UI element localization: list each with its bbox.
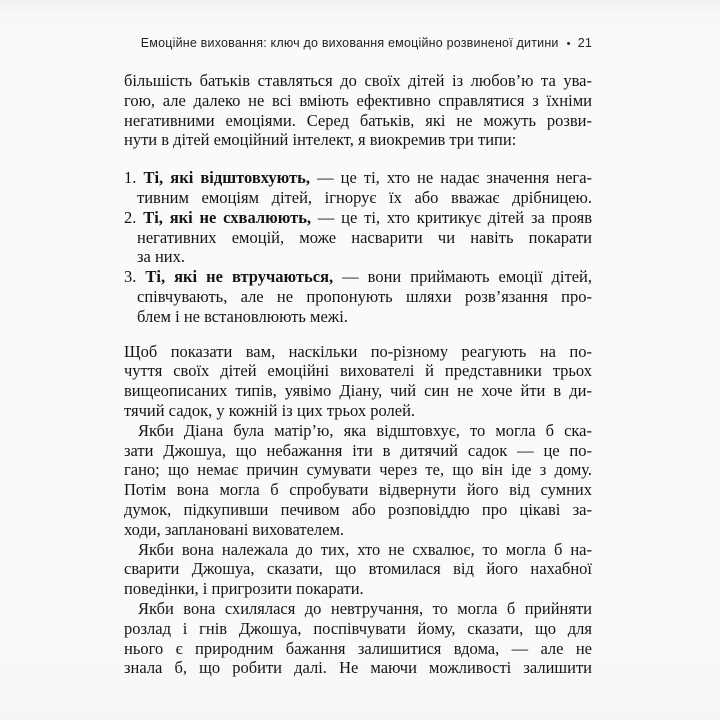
text-line: Якби Діана була матір’ю, яка відштовхує, то могла б ска-	[138, 420, 592, 440]
text-line: 1. Ті, які відштовхують, — це ті, хто не надає значення нега-	[124, 168, 593, 188]
text-line: Якби вона належала до тих, хто не схвалює, то могла б на-	[138, 539, 592, 559]
text-line: нього є природним бажання залишитися вдома, — але не	[124, 638, 592, 658]
text-line: поведінки, і пригрозити покарати.	[124, 579, 364, 599]
text-line: тячий садок, у кожній із цих трьох ролей.	[124, 400, 416, 420]
text-line: блем і не встановлюють межі.	[137, 306, 348, 326]
text-line: нути в дітей емоційний інтелект, я виокремив три типи:	[124, 130, 517, 150]
text-line: негативними емоціями. Серед батьків, які не можуть розви-	[124, 110, 592, 130]
text-line: за них.	[137, 247, 186, 267]
text-line: ходи, заплановані вихователем.	[124, 519, 345, 539]
running-header	[124, 36, 592, 51]
chapter-title: Емоційне виховання: ключ до виховання емоційно розвиненої дитини	[140, 36, 559, 50]
text-line: вищеописаних типів, уявімо Діану, чий син не хоче йти в ди-	[124, 381, 592, 401]
text-line: розлад і гнів Джошуа, поспівчувати йому, сказати, що для	[124, 618, 592, 638]
text-line: Потім вона могла б спробувати відвернути його від сумних	[124, 480, 592, 500]
list-item-lead: Ті, які не схвалюють,	[143, 207, 312, 227]
paragraph	[124, 540, 592, 599]
text-line: Щоб показати вам, наскільки по-різному реагують на по-	[124, 341, 592, 361]
text-line: 2. Ті, які не схвалюють, — це ті, хто критикує дітей за прояв	[124, 207, 592, 227]
list-number: 2.	[124, 207, 137, 227]
text-line: 3. Ті, які не втручаються, — вони приймають емоції дітей,	[124, 267, 593, 287]
list-item-lead: Ті, які не втручаються,	[145, 267, 334, 287]
text-line: співчувають, але не пропонують шляхи розв’язання про-	[137, 286, 592, 306]
paragraph	[124, 599, 592, 678]
text-line: негативних емоцій, може насварити чи навіть покарати	[137, 227, 592, 247]
text-line: тивним емоціям дітей, ігнорує їх або вважає дрібницею.	[137, 187, 592, 207]
list-number: 1.	[124, 168, 137, 188]
text-line: думок, підкупивши печивом або розповіддю про цікаві за-	[124, 499, 592, 519]
text-line: зати Джошуа, що небажання іти в дитячий садок — це по-	[124, 440, 592, 460]
list-number: 3.	[124, 267, 137, 287]
text-column	[124, 71, 592, 678]
numbered-list	[124, 168, 592, 326]
text-line: більшість батьків ставляться до своїх дітей із любов’ю та ува-	[124, 71, 592, 90]
list-item	[124, 267, 592, 326]
list-item	[124, 168, 592, 208]
paragraph	[124, 71, 592, 150]
paragraph	[124, 421, 592, 540]
list-item	[124, 208, 592, 267]
text-line: гою, але далеко не всі вміють ефективно справлятися з їхніми	[124, 90, 592, 110]
paragraph	[124, 342, 592, 421]
text-line: Якби вона схилялася до невтручання, то могла б прийняти	[138, 598, 592, 618]
text-line: чуття своїх дітей емоційні вихователі й представники трьох	[124, 361, 592, 381]
text-line: гано; що немає причин сумувати через те, що він іде з дому.	[124, 460, 592, 480]
text-line: знала б, що робити далі. Не маючи можливості залишити	[124, 658, 592, 678]
text-line: сварити Джошуа, сказати, що втомилася від його нахабної	[124, 559, 592, 579]
list-item-lead: Ті, які відштовхують,	[143, 168, 310, 188]
bullet-separator: •	[566, 38, 571, 50]
page-number: 21	[577, 36, 592, 50]
